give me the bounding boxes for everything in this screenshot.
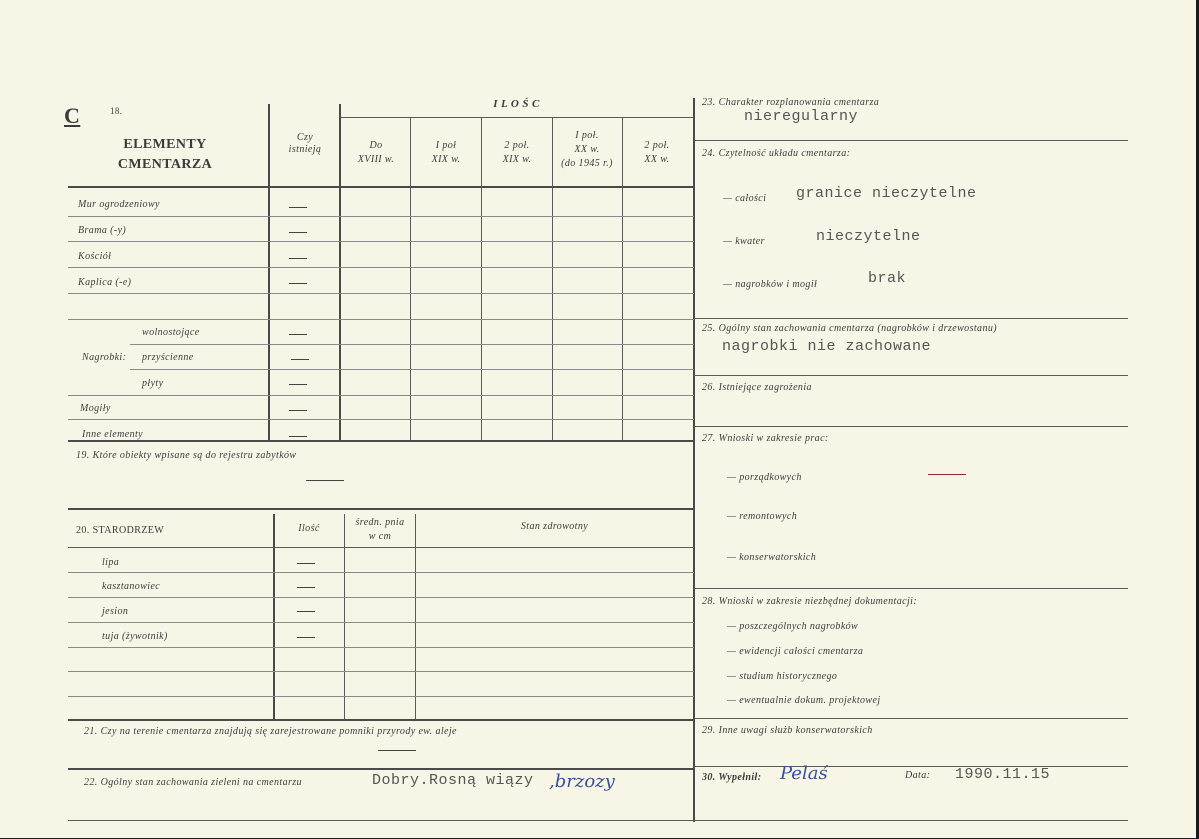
- field-30-signature: Pelaś: [780, 763, 828, 784]
- no-mark: [289, 436, 307, 437]
- field-29-label: 29. Inne uwagi służb konserwatorskich: [702, 725, 873, 736]
- field-22-label: 22. Ogólny stan zachowania zieleni na cmentarzu: [84, 777, 302, 788]
- field-24-kwater-value: nieczytelne: [816, 228, 921, 245]
- field-23-label: 23. Charakter rozplanowania cmentarza: [702, 97, 880, 108]
- field-25-value: nagrobki nie zachowane: [722, 338, 932, 355]
- period-1-line2: XVIII w.: [357, 154, 395, 165]
- no-mark: [378, 750, 416, 751]
- exists-header-line1: Czy: [296, 132, 314, 143]
- field-24-nagrobkow-value: brak: [868, 270, 907, 287]
- field-21-label: 21. Czy na terenie cmentarza znajdują się zarejestrowane pomniki przyrody ew. aleje: [84, 726, 457, 737]
- starodrzew-qty-header: Ilość: [298, 523, 320, 534]
- field-24-calosci-label: — całości: [723, 193, 767, 204]
- period-3-line2: XIX w.: [502, 154, 532, 165]
- field-28-studium: — studium historycznego: [727, 671, 838, 682]
- starodrzew-avg-header-line2: w cm: [368, 531, 392, 542]
- no-mark: [289, 258, 307, 259]
- no-mark: [928, 474, 966, 475]
- no-mark: [289, 232, 307, 233]
- no-mark: [289, 207, 307, 208]
- row-kosciol-label: Kościół: [78, 251, 112, 262]
- period-5-line2: XX w.: [644, 154, 670, 165]
- field-19-label: 19. Które obiekty wpisane są do rejestru zabytków: [76, 450, 297, 461]
- period-2-line1: I poł: [435, 140, 457, 151]
- elements-title-line1: ELEMENTY: [123, 137, 207, 152]
- no-mark: [297, 611, 315, 612]
- starodrzew-row-jesion: jesion: [102, 606, 129, 617]
- no-mark: [297, 563, 315, 564]
- field-24-kwater-label: — kwater: [723, 236, 765, 247]
- row-nagrobki-label: Nagrobki:: [82, 352, 127, 363]
- field-28-label: 28. Wnioski w zakresie niezbędnej dokumentacji:: [702, 596, 918, 607]
- exists-header-line2: istnieją: [288, 144, 322, 155]
- starodrzew-health-header: Stan zdrowotny: [520, 521, 589, 532]
- period-1-line1: Do: [369, 140, 383, 151]
- starodrzew-row-tuja: tuja (żywotnik): [102, 631, 168, 642]
- period-4-line2: XX w.: [574, 144, 600, 155]
- no-mark: [297, 587, 315, 588]
- field-30-date-label: Data:: [905, 770, 931, 781]
- row-wolnostojace-label: wolnostojące: [142, 327, 200, 338]
- field-22-handwritten-value: ,brzozy: [549, 771, 615, 792]
- row-kaplica-label: Kaplica (-e): [78, 277, 132, 288]
- quantity-header: I L O Ś C: [493, 98, 540, 110]
- no-mark: [289, 410, 307, 411]
- row-plyty-label: płyty: [142, 378, 164, 389]
- section-letter: C: [64, 103, 81, 128]
- no-mark: [306, 480, 344, 481]
- field-27-remontowych: — remontowych: [727, 511, 798, 522]
- field-22-typed-value: Dobry.Rosną wiązy: [372, 772, 534, 789]
- starodrzew-row-kasztanowiec: kasztanowiec: [102, 581, 161, 592]
- field-27-porzadkowych: — porządkowych: [727, 472, 802, 483]
- field-28-ewidencji: — ewidencji całości cmentarza: [727, 646, 864, 657]
- starodrzew-row-lipa: lipa: [102, 557, 120, 568]
- period-3-line1: 2 poł.: [504, 140, 530, 151]
- no-mark: [291, 359, 309, 360]
- field-24-label: 24. Czytelność układu cmentarza:: [702, 148, 851, 159]
- starodrzew-avg-header-line1: średn. pnia: [355, 517, 405, 528]
- field-28-nagrobkow: — poszczególnych nagrobków: [727, 621, 859, 632]
- field-25-label: 25. Ogólny stan zachowania cmentarza (nagrobków i drzewostanu): [702, 323, 997, 334]
- elements-title-line2: CMENTARZA: [117, 157, 213, 172]
- row-inne-label: Inne elementy: [82, 429, 144, 440]
- field-28-projektowej: — ewentualnie dokum. projektowej: [727, 695, 881, 706]
- period-2-line2: XIX w.: [431, 154, 461, 165]
- field-30-date-value: 1990.11.15: [955, 766, 1051, 783]
- field-27-label: 27. Wnioski w zakresie prac:: [702, 433, 829, 444]
- row-mur-label: Mur ogrodzeniowy: [78, 199, 160, 210]
- no-mark: [289, 334, 307, 335]
- field-27-konserwatorskich: — konserwatorskich: [727, 552, 817, 563]
- starodrzew-title: 20. STARODRZEW: [76, 525, 165, 536]
- no-mark: [297, 637, 315, 638]
- field-30-label: 30. Wypełnił:: [702, 772, 762, 783]
- field-24-nagrobkow-label: — nagrobków i mogił: [723, 279, 818, 290]
- no-mark: [289, 384, 307, 385]
- field-number-18: 18.: [110, 106, 123, 116]
- period-5-line1: 2 poł.: [644, 140, 670, 151]
- field-23-value: nieregularny: [744, 108, 859, 125]
- period-4-line1: I poł.: [575, 130, 599, 141]
- row-mogily-label: Mogiły: [80, 403, 111, 414]
- row-przyscienne-label: przyścienne: [142, 352, 194, 363]
- field-24-calosci-value: granice nieczytelne: [796, 185, 977, 202]
- period-4-line3: (do 1945 r.): [561, 158, 613, 169]
- no-mark: [289, 283, 307, 284]
- field-26-label: 26. Istniejące zagrożenia: [702, 382, 812, 393]
- row-brama-label: Brama (-y): [78, 225, 127, 236]
